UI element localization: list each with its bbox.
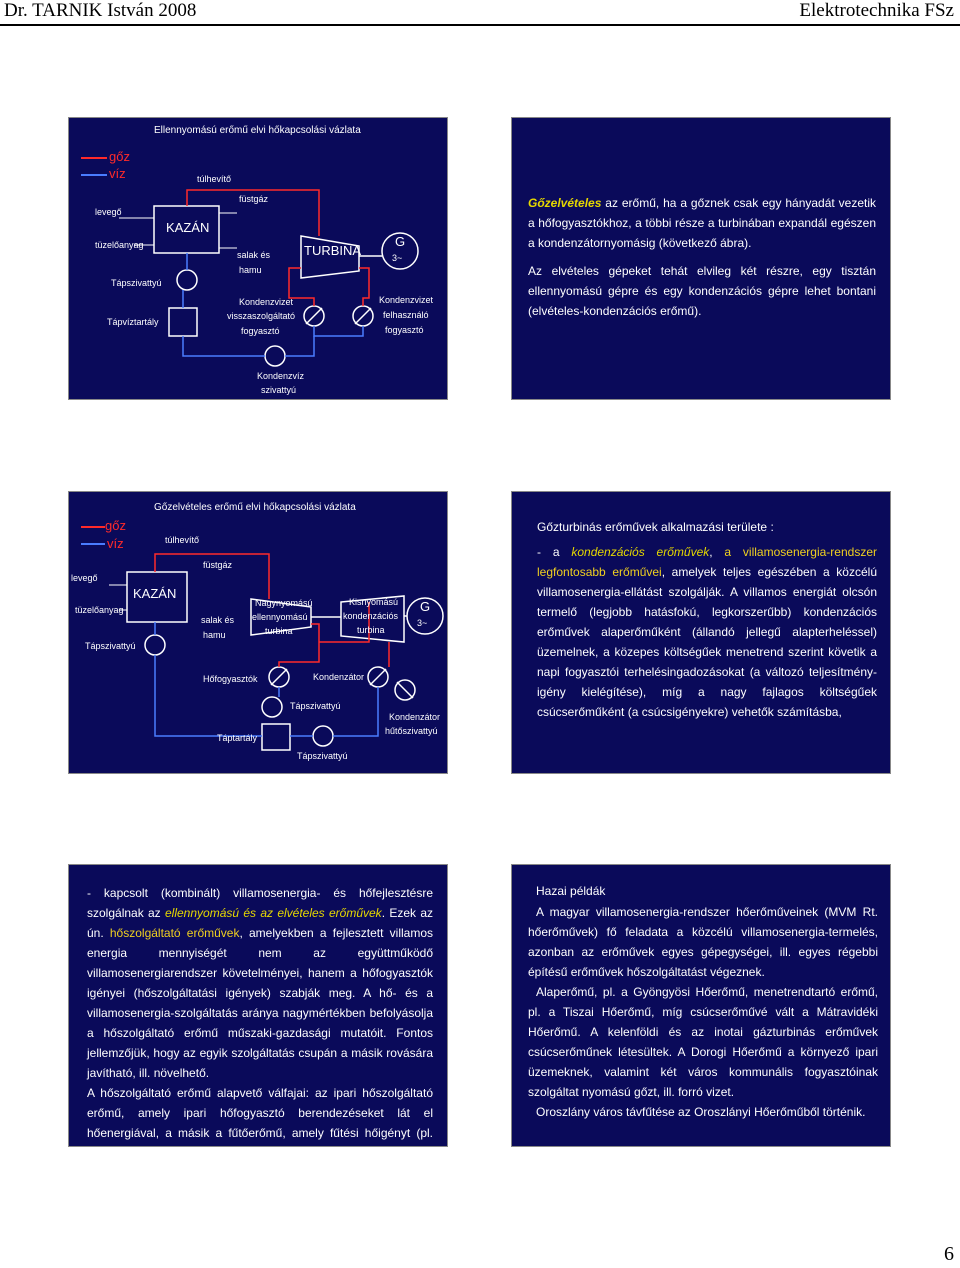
cond-return-2: visszaszolgáltató — [227, 311, 296, 321]
generator-phase: 3~ — [417, 618, 428, 628]
cond-return-3: fogyasztó — [241, 326, 280, 336]
feed-pump-3-label: Tápszivattyú — [297, 751, 348, 761]
page-header — [0, 0, 960, 24]
slide-extraction-text — [511, 117, 891, 400]
air-label: levegő — [71, 573, 98, 583]
cond-return-1: Kondenzvizet — [239, 297, 294, 307]
slide-domestic-examples — [511, 864, 891, 1147]
generator-g: G — [420, 599, 431, 614]
page-number: 6 — [944, 1243, 954, 1265]
turbine-label: TURBINA — [304, 243, 362, 258]
p2: A hőszolgáltató erőmű alapvető válfajai: az ipari hőszolgáltató erőmű, amely ipari hőfogyasztó berendezéseket lát el hőenergiával, a másik a fűtőerőmű, amely fűtési hőigényt (pl. városok, városrészek hőfogyasztói) elégít ki. — [87, 1086, 433, 1160]
cond-user-2: felhasználó — [383, 310, 429, 320]
cooling-pump-2: hűtőszivattyú — [385, 726, 438, 736]
p3: Oroszlány város távfűtése az Oroszlányi Hőerőműből történik. — [536, 1105, 866, 1119]
slag-label: salak és — [201, 615, 235, 625]
course-title: Elektrotechnika FSz — [799, 0, 954, 21]
examples-paragraphs — [528, 902, 878, 1122]
examples-heading: Hazai példák — [536, 884, 606, 898]
cond-pump-1: Kondenzvíz — [257, 371, 305, 381]
slide-title: Gőzelvételes erőmű elvi hőkapcsolási vázlata — [154, 502, 356, 513]
term-heat-supply-plants: hőszolgáltató erőművek — [109, 926, 240, 940]
boiler-label: KAZÁN — [133, 586, 177, 601]
dash: - a — [537, 545, 572, 559]
p1a: - kapcsolt (kombinált) villamosenergia- és hőfejlesztésre szolgálnak az — [87, 886, 433, 920]
application-paragraph — [537, 542, 877, 722]
p1e: , amelyekben a fejlesztett villamos energia mennyiségét nem az együttműködő villamosenergiarendszer követelményei, hanem a hőfogyasztók igényei (hőszolgáltatási igények) szabják meg. A hő- és a villamosenergia-szolgáltatás aránya nagymértékben befolyásolja a hőszolgáltató erőmű műszaki-gazdasági mutatóit. Fontos jellemzőjük, hogy az egyik szolgáltatás csupán a másik rovására javítható, ill. növelhető. — [87, 926, 433, 1080]
feed-tank-label: Táptartály — [217, 733, 258, 743]
heat-users-label: Hőfogyasztók — [203, 674, 258, 684]
feed-tank-label: Tápvíztartály — [107, 317, 159, 327]
slide-title: Ellennyomású erőmű elvi hőkapcsolási vázlata — [154, 125, 361, 136]
slide-extraction-diagram — [68, 491, 448, 774]
term-backpressure-extraction: ellennyomású és az elvételes erőművek — [165, 906, 382, 920]
ash-label: hamu — [239, 265, 262, 275]
p2: Alaperőmű, pl. a Gyöngyösi Hőerőmű, menetrendtartó erőmű, pl. a Tiszai Hőerőmű, míg csúcserőművé vált a Mátravidéki Hőerőmű. A kelenföldi és az inotai gázturbinás erőművek csúcserőműnek létesültek. A Dorogi Hőerőmű a környező ipari üzemeknek, valamint két város kommunális fogyasztóinak szolgáltat nyomású gőzt, ill. forró vizet. — [528, 985, 878, 1099]
extraction-paragraphs — [528, 193, 876, 329]
p1-rest: az erőmű, ha a gőznek csak egy hányadát vezetik a hőfogyasztókhoz, a többi része a turbinában expandál egészen a kondenzátornyomásig (következő ábra). — [528, 196, 876, 250]
legend-water: víz — [109, 166, 126, 181]
cond-user-1: Kondenzvizet — [379, 295, 434, 305]
hp-turbine-1: Nagynyomású — [255, 598, 313, 608]
generator-phase: 3~ — [392, 253, 403, 263]
header-rule — [0, 24, 960, 26]
feed-pump-label: Tápszivattyú — [111, 278, 162, 288]
hp-turbine-3: turbina — [265, 626, 293, 636]
flue-gas-label: füstgáz — [239, 194, 269, 204]
legend-steam: gőz — [105, 518, 126, 533]
lp-turbine-1: Kisnyomású — [349, 597, 399, 607]
slide-backpressure-diagram — [68, 117, 448, 400]
application-heading: Gőzturbinás erőművek alkalmazási területe : — [537, 520, 774, 534]
cond-pump-2: szivattyú — [261, 385, 297, 395]
feed-pump-label: Tápszivattyú — [85, 641, 136, 651]
air-label: levegő — [95, 207, 122, 217]
cond-user-3: fogyasztó — [385, 325, 424, 335]
hp-turbine-2: ellennyomású — [252, 612, 308, 622]
cogeneration-paragraphs — [87, 883, 433, 1163]
boiler-label: KAZÁN — [166, 220, 210, 235]
term-condensing-plants: kondenzációs erőművek — [571, 545, 710, 559]
term-extraction: Gőzelvételes — [528, 196, 602, 210]
condenser-label: Kondenzátor — [313, 672, 365, 682]
comma: , — [709, 545, 725, 559]
flue-gas-label: füstgáz — [203, 560, 233, 570]
slide-cogeneration — [68, 864, 448, 1160]
ash-label: hamu — [203, 630, 226, 640]
fuel-label: tüzelőanyag — [95, 240, 144, 250]
slide-application-areas — [511, 491, 891, 774]
p1: A magyar villamosenergia-rendszer hőerőműveinek (MVM Rt. hőerőművek) fő feladata a közcélú villamosenergia-termelés, azonban az erőművek egyes gépegységei, ill. egyes régebbi építésű erőművek hőszolgáltatást végeznek. — [528, 905, 878, 979]
superheater-label: túlhevítő — [197, 174, 232, 184]
lp-turbine-3: turbina — [357, 625, 385, 635]
generator-g: G — [395, 234, 406, 249]
rest-text: , amelyek teljes egészében a közcélú villamosenergia-ellátást szolgálják. A villamos energiát olcsón termelő (legjobb hatásfokú, legkorszerűbb) kondenzációs erőművek alaperőműként (állandó jellegű alapterheléssel) üzemelnek, a közepes költségűek menetrend szerint követik a napi fogyasztói terhelésingadozásokat (a változó teljesítmény-igény kielégítése), míg a nagy fajlagos költségűek csúcserőműként (a csúcsigényekre) vehetők számításba, — [537, 565, 877, 719]
legend-water: víz — [107, 536, 124, 551]
fuel-label: tüzelőanyag — [75, 605, 124, 615]
p2: Az elvételes gépeket tehát elvileg két részre, egy tisztán ellennyomású gépre és egy kondenzációs gépre lehet bontani (elvételes-kondenzációs erőmű). — [528, 264, 876, 318]
superheater-label: túlhevítő — [165, 535, 200, 545]
highlight-sentence: a villamosenergia-rendszer legfontosabb erőművei — [537, 545, 877, 579]
author-year: Dr. TARNIK István 2008 — [4, 0, 197, 21]
slag-label: salak és — [237, 250, 271, 260]
p1c: . Ezek az ún. — [87, 906, 433, 940]
legend-steam: gőz — [109, 149, 130, 164]
lp-turbine-2: kondenzációs — [343, 611, 399, 621]
feed-pump-2-label: Tápszivattyú — [290, 701, 341, 711]
cooling-pump-1: Kondenzátor — [389, 712, 441, 722]
